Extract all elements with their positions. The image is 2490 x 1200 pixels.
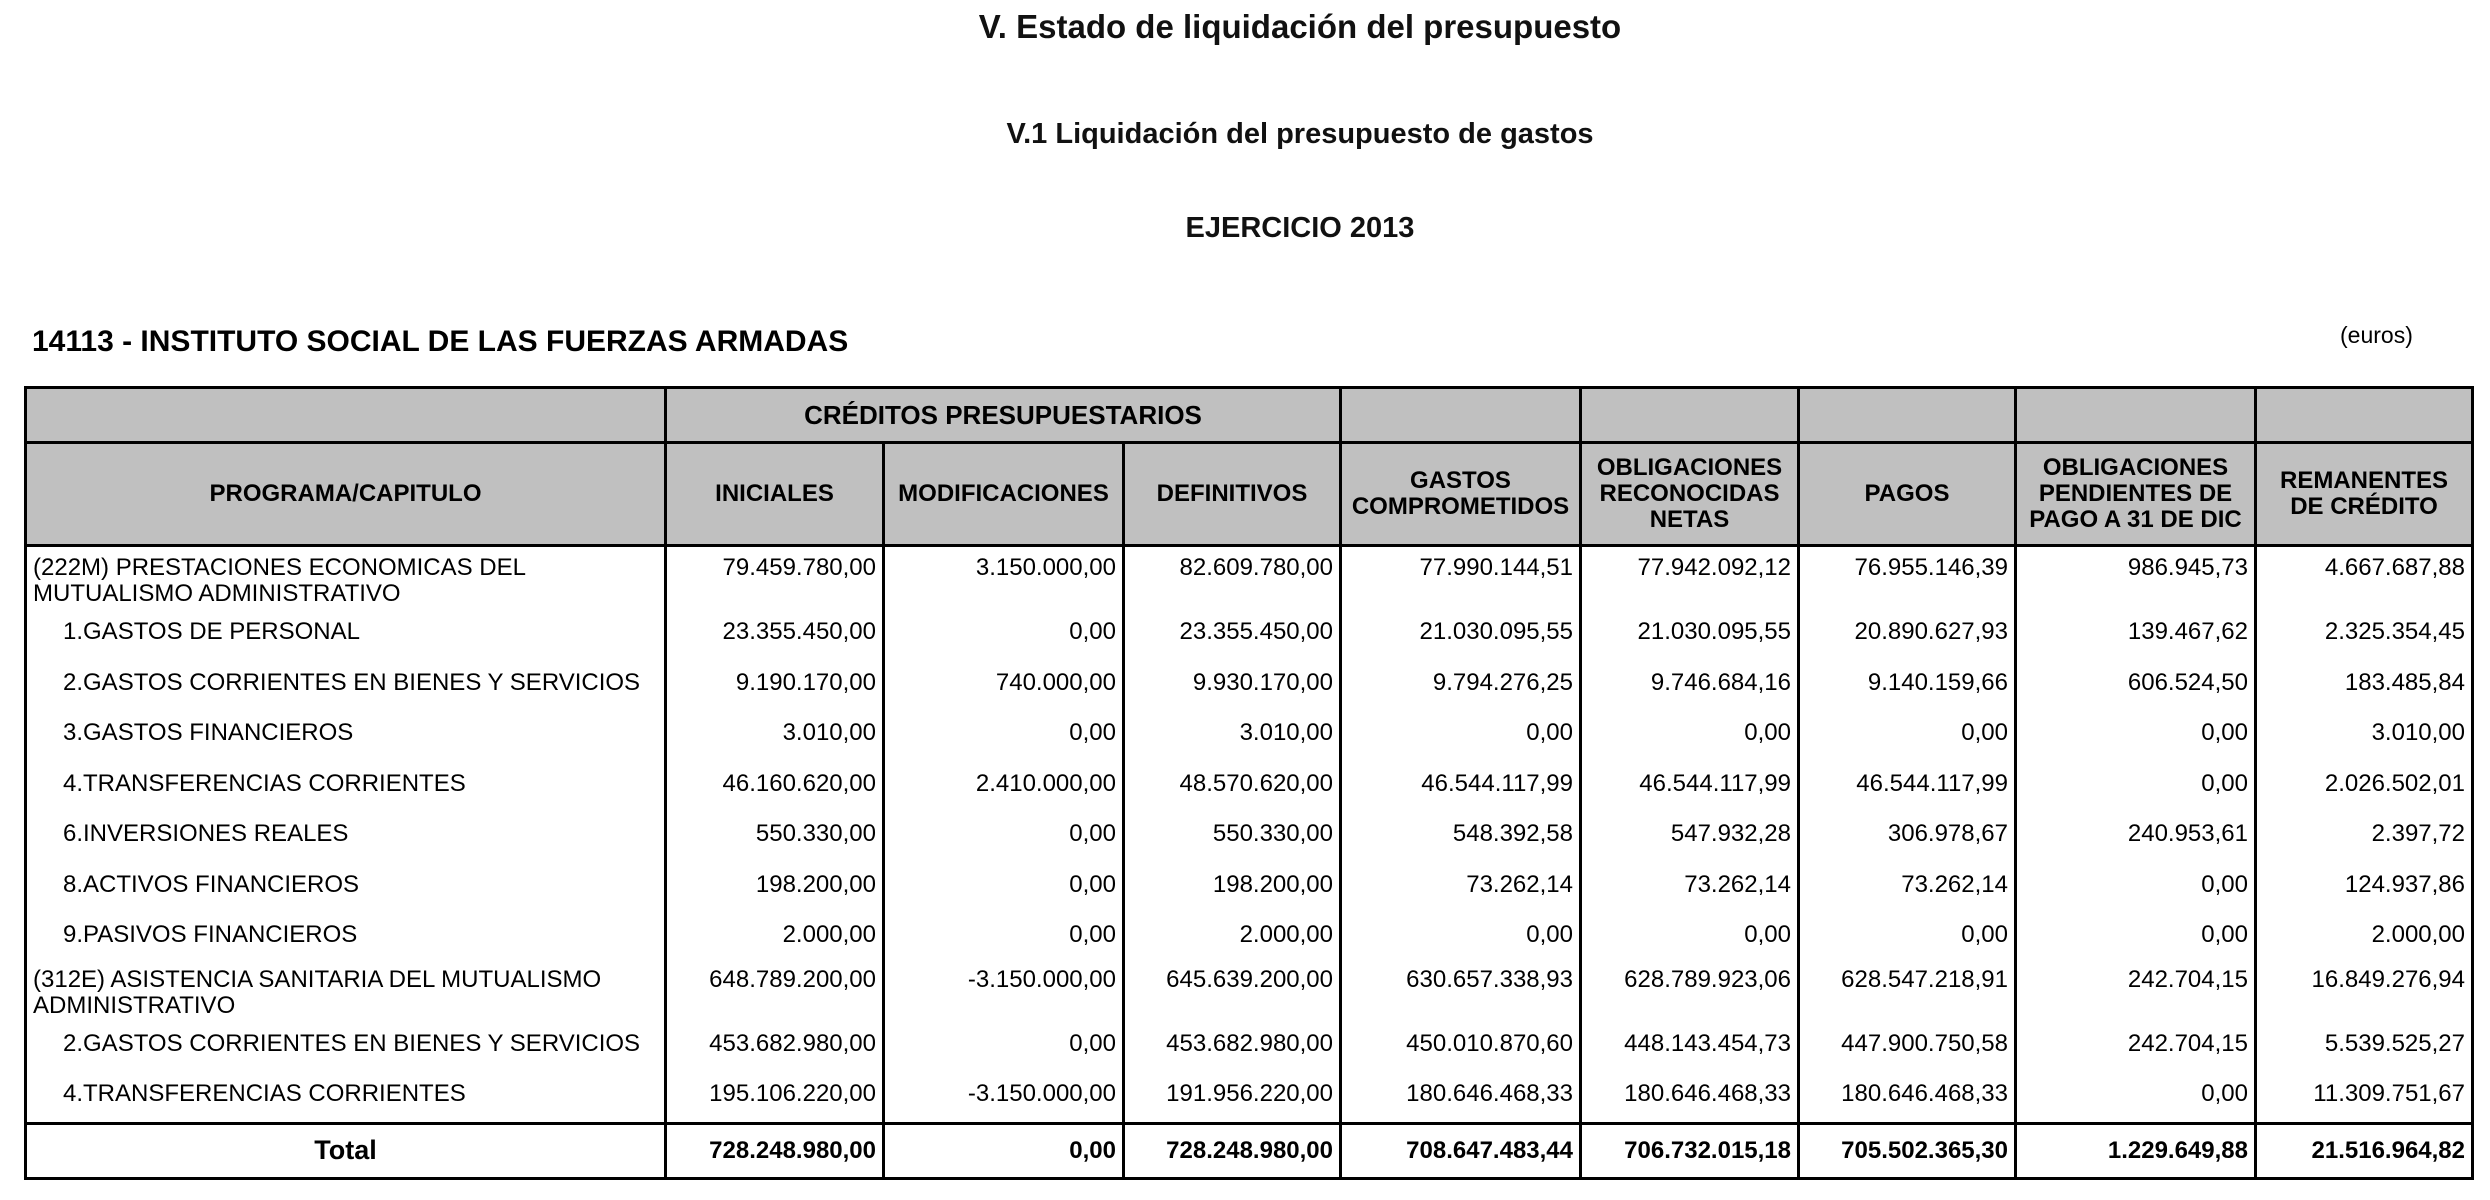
row-label: 4.TRANSFERENCIAS CORRIENTES	[26, 759, 666, 810]
amount-cell: 73.262,14	[1341, 860, 1581, 911]
amount-cell: 0,00	[1799, 708, 2016, 759]
header-blank	[2016, 388, 2256, 443]
amount-cell: 0,00	[2016, 708, 2256, 759]
amount-cell: 198.200,00	[1124, 860, 1341, 911]
amount-cell: 2.410.000,00	[884, 759, 1124, 810]
amount-cell: 740.000,00	[884, 658, 1124, 709]
total-cell: 1.229.649,88	[2016, 1123, 2256, 1178]
amount-cell: 46.160.620,00	[666, 759, 884, 810]
amount-cell: 191.956.220,00	[1124, 1069, 1341, 1123]
chapter-row	[26, 708, 2473, 759]
amount-cell: 0,00	[884, 708, 1124, 759]
column-header: PAGOS	[1799, 443, 2016, 546]
amount-cell: 986.945,73	[2016, 546, 2256, 608]
total-cell: 706.732.015,18	[1581, 1123, 1799, 1178]
header-blank	[1799, 388, 2016, 443]
total-cell: 708.647.483,44	[1341, 1123, 1581, 1178]
amount-cell: 73.262,14	[1799, 860, 2016, 911]
exercise-year: EJERCICIO 2013	[1185, 212, 1415, 244]
program-row	[26, 546, 2473, 608]
header-blank	[1341, 388, 1581, 443]
amount-cell: 76.955.146,39	[1799, 546, 2016, 608]
column-header: INICIALES	[666, 443, 884, 546]
amount-cell: 23.355.450,00	[1124, 607, 1341, 658]
total-cell: 728.248.980,00	[1124, 1123, 1341, 1178]
amount-cell: 48.570.620,00	[1124, 759, 1341, 810]
amount-cell: -3.150.000,00	[884, 1069, 1124, 1123]
amount-cell: 77.942.092,12	[1581, 546, 1799, 608]
amount-cell: 453.682.980,00	[666, 1019, 884, 1070]
amount-cell: 2.325.354,45	[2256, 607, 2473, 658]
amount-cell: 242.704,15	[2016, 961, 2256, 1019]
budget-table	[24, 386, 2474, 1180]
amount-cell: 0,00	[1341, 708, 1581, 759]
row-label: 2.GASTOS CORRIENTES EN BIENES Y SERVICIOS	[26, 658, 666, 709]
total-label: Total	[26, 1123, 666, 1178]
amount-cell: 0,00	[1341, 910, 1581, 961]
chapter-row	[26, 910, 2473, 961]
amount-cell: 46.544.117,99	[1341, 759, 1581, 810]
total-cell: 728.248.980,00	[666, 1123, 884, 1178]
amount-cell: 9.140.159,66	[1799, 658, 2016, 709]
amount-cell: 180.646.468,33	[1341, 1069, 1581, 1123]
column-header: GASTOS COMPROMETIDOS	[1341, 443, 1581, 546]
amount-cell: 0,00	[884, 860, 1124, 911]
amount-cell: 4.667.687,88	[2256, 546, 2473, 608]
amount-cell: 450.010.870,60	[1341, 1019, 1581, 1070]
amount-cell: 195.106.220,00	[666, 1069, 884, 1123]
amount-cell: 20.890.627,93	[1799, 607, 2016, 658]
table-body	[26, 546, 2473, 1124]
chapter-row	[26, 759, 2473, 810]
row-label: 6.INVERSIONES REALES	[26, 809, 666, 860]
chapter-row	[26, 1019, 2473, 1070]
amount-cell: 548.392,58	[1341, 809, 1581, 860]
row-label: 1.GASTOS DE PERSONAL	[26, 607, 666, 658]
amount-cell: 628.789.923,06	[1581, 961, 1799, 1019]
row-label: 3.GASTOS FINANCIEROS	[26, 708, 666, 759]
column-header: OBLIGACIONES RECONOCIDAS NETAS	[1581, 443, 1799, 546]
amount-cell: 0,00	[2016, 910, 2256, 961]
total-cell: 0,00	[884, 1123, 1124, 1178]
column-header: OBLIGACIONES PENDIENTES DE PAGO A 31 DE DIC	[2016, 443, 2256, 546]
chapter-row	[26, 809, 2473, 860]
header-blank	[1581, 388, 1799, 443]
amount-cell: 9.190.170,00	[666, 658, 884, 709]
chapter-row	[26, 1069, 2473, 1123]
amount-cell: 0,00	[1581, 910, 1799, 961]
amount-cell: 547.932,28	[1581, 809, 1799, 860]
amount-cell: 0,00	[1581, 708, 1799, 759]
amount-cell: 180.646.468,33	[1799, 1069, 2016, 1123]
amount-cell: 630.657.338,93	[1341, 961, 1581, 1019]
amount-cell: 77.990.144,51	[1341, 546, 1581, 608]
amount-cell: 82.609.780,00	[1124, 546, 1341, 608]
amount-cell: 73.262,14	[1581, 860, 1799, 911]
amount-cell: 180.646.468,33	[1581, 1069, 1799, 1123]
amount-cell: 3.010,00	[666, 708, 884, 759]
amount-cell: 0,00	[884, 910, 1124, 961]
column-header: MODIFICACIONES	[884, 443, 1124, 546]
chapter-row	[26, 860, 2473, 911]
header-blank	[26, 388, 666, 443]
amount-cell: 3.010,00	[2256, 708, 2473, 759]
amount-cell: 16.849.276,94	[2256, 961, 2473, 1019]
chapter-row	[26, 607, 2473, 658]
amount-cell: 0,00	[884, 809, 1124, 860]
row-label: 2.GASTOS CORRIENTES EN BIENES Y SERVICIOS	[26, 1019, 666, 1070]
amount-cell: 23.355.450,00	[666, 607, 884, 658]
group-header-creditos: CRÉDITOS PRESUPUESTARIOS	[666, 388, 1341, 443]
amount-cell: 46.544.117,99	[1799, 759, 2016, 810]
amount-cell: 2.000,00	[1124, 910, 1341, 961]
entity-name: 14113 - INSTITUTO SOCIAL DE LAS FUERZAS ARMADAS	[32, 325, 849, 358]
amount-cell: 606.524,50	[2016, 658, 2256, 709]
amount-cell: 46.544.117,99	[1581, 759, 1799, 810]
amount-cell: 9.930.170,00	[1124, 658, 1341, 709]
total-cell: 21.516.964,82	[2256, 1123, 2473, 1178]
amount-cell: 79.459.780,00	[666, 546, 884, 608]
amount-cell: 2.026.502,01	[2256, 759, 2473, 810]
column-header: REMANENTES DE CRÉDITO	[2256, 443, 2473, 546]
amount-cell: 453.682.980,00	[1124, 1019, 1341, 1070]
amount-cell: 124.937,86	[2256, 860, 2473, 911]
column-header: DEFINITIVOS	[1124, 443, 1341, 546]
amount-cell: 2.397,72	[2256, 809, 2473, 860]
amount-cell: 198.200,00	[666, 860, 884, 911]
amount-cell: 648.789.200,00	[666, 961, 884, 1019]
amount-cell: 5.539.525,27	[2256, 1019, 2473, 1070]
amount-cell: 0,00	[2016, 860, 2256, 911]
row-label: 8.ACTIVOS FINANCIEROS	[26, 860, 666, 911]
amount-cell: 240.953,61	[2016, 809, 2256, 860]
amount-cell: -3.150.000,00	[884, 961, 1124, 1019]
amount-cell: 9.746.684,16	[1581, 658, 1799, 709]
amount-cell: 0,00	[1799, 910, 2016, 961]
amount-cell: 0,00	[2016, 1069, 2256, 1123]
amount-cell: 2.000,00	[2256, 910, 2473, 961]
page-title: V. Estado de liquidación del presupuesto	[978, 8, 1622, 45]
amount-cell: 550.330,00	[666, 809, 884, 860]
amount-cell: 645.639.200,00	[1124, 961, 1341, 1019]
amount-cell: 11.309.751,67	[2256, 1069, 2473, 1123]
amount-cell: 21.030.095,55	[1341, 607, 1581, 658]
column-header: PROGRAMA/CAPITULO	[26, 443, 666, 546]
amount-cell: 139.467,62	[2016, 607, 2256, 658]
amount-cell: 0,00	[2016, 759, 2256, 810]
amount-cell: 21.030.095,55	[1581, 607, 1799, 658]
page-subtitle: V.1 Liquidación del presupuesto de gastos	[1006, 118, 1594, 150]
amount-cell: 628.547.218,91	[1799, 961, 2016, 1019]
total-row	[26, 1123, 2473, 1178]
amount-cell: 448.143.454,73	[1581, 1019, 1799, 1070]
amount-cell: 550.330,00	[1124, 809, 1341, 860]
amount-cell: 3.010,00	[1124, 708, 1341, 759]
amount-cell: 9.794.276,25	[1341, 658, 1581, 709]
row-label: 4.TRANSFERENCIAS CORRIENTES	[26, 1069, 666, 1123]
program-row	[26, 961, 2473, 1019]
row-label: 9.PASIVOS FINANCIEROS	[26, 910, 666, 961]
amount-cell: 0,00	[884, 607, 1124, 658]
row-label: (312E) ASISTENCIA SANITARIA DEL MUTUALISMO ADMINISTRATIVO	[26, 961, 666, 1019]
row-label: (222M) PRESTACIONES ECONOMICAS DEL MUTUALISMO ADMINISTRATIVO	[26, 546, 666, 608]
amount-cell: 447.900.750,58	[1799, 1019, 2016, 1070]
header-blank	[2256, 388, 2473, 443]
chapter-row	[26, 658, 2473, 709]
units-label: (euros)	[2340, 322, 2413, 348]
amount-cell: 242.704,15	[2016, 1019, 2256, 1070]
amount-cell: 183.485,84	[2256, 658, 2473, 709]
amount-cell: 306.978,67	[1799, 809, 2016, 860]
amount-cell: 2.000,00	[666, 910, 884, 961]
amount-cell: 0,00	[884, 1019, 1124, 1070]
total-cell: 705.502.365,30	[1799, 1123, 2016, 1178]
amount-cell: 3.150.000,00	[884, 546, 1124, 608]
